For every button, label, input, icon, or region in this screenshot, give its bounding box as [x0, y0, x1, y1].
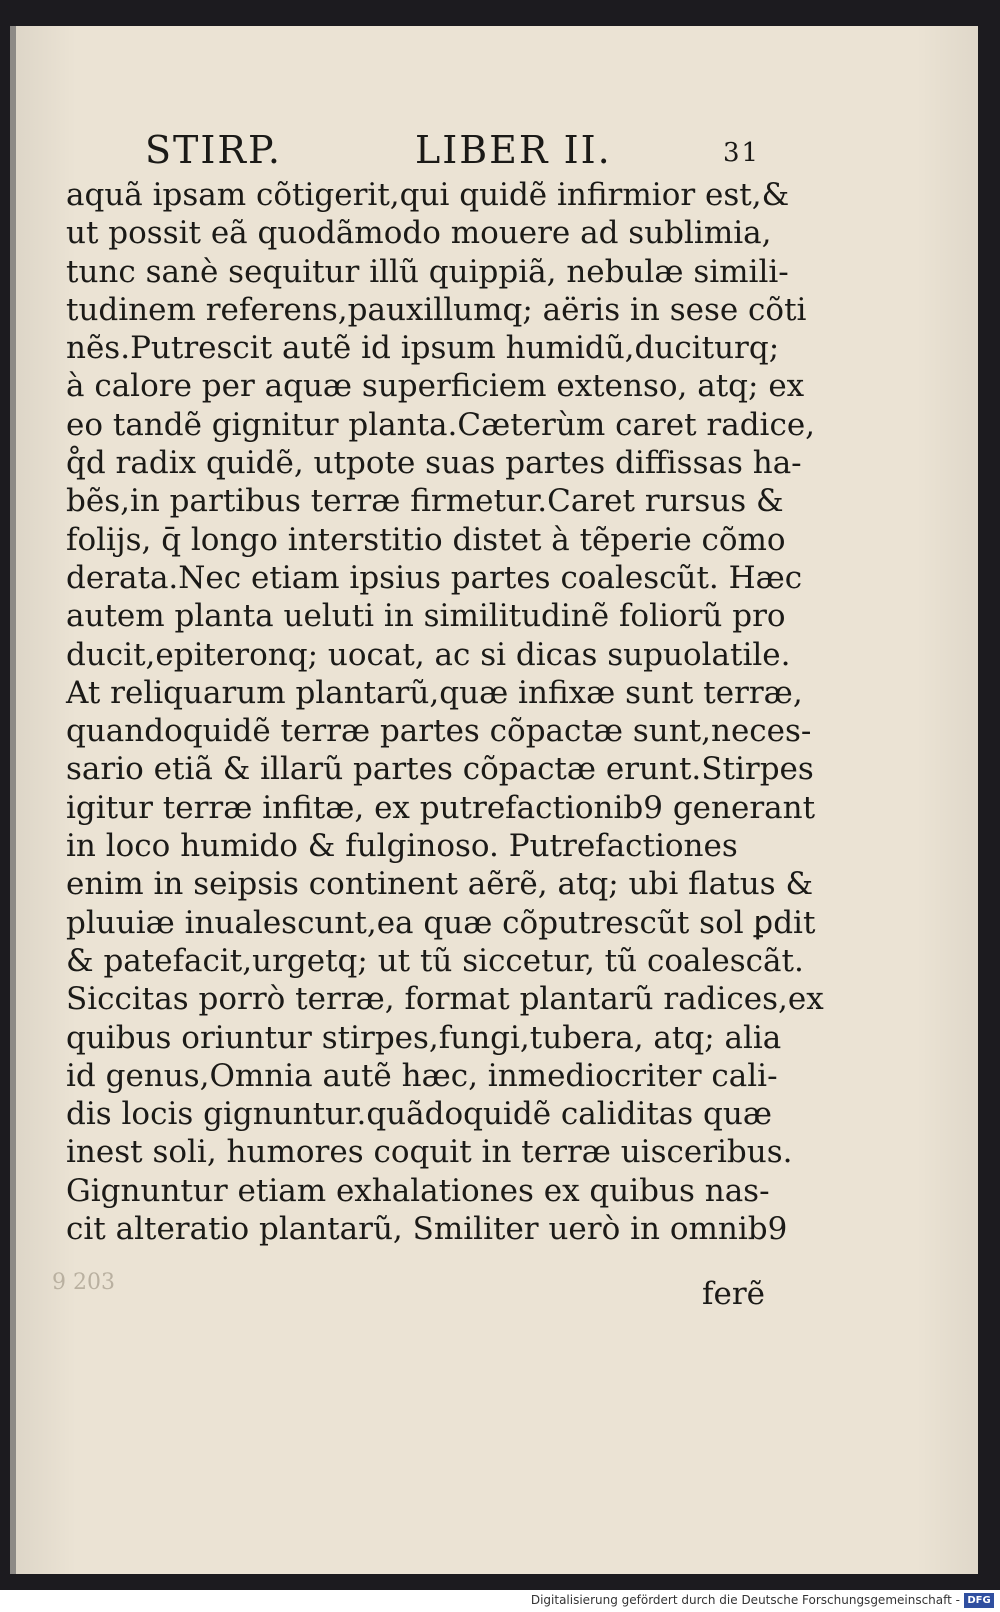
- text-line: aquã ipsam cõtigerit,qui quidẽ infirmior est,&: [66, 177, 790, 213]
- text-line: derata.Nec etiam ipsius partes coalescũt. Hæc: [66, 559, 803, 596]
- footer-bar: [0, 1590, 1000, 1612]
- body-text: [66, 176, 824, 1248]
- text-line: At reliquarum plantarũ,quæ infixæ sunt terræ,: [66, 674, 803, 711]
- text-line: pluuiæ inualescunt,ea quæ cõputrescũt sol ꝑdit: [66, 904, 816, 941]
- text-line: ut possit eã quodãmodo mouere ad sublimia,: [66, 215, 772, 252]
- running-head-center: LIBER II.: [415, 128, 612, 172]
- text-line: in loco humido & fulginoso. Putrefactiones: [66, 828, 738, 865]
- text-line: eo tandẽ gignitur planta.Cæterùm caret radice,: [66, 406, 816, 443]
- text-line: autem planta ueluti in similitudinẽ foliorũ pro: [66, 598, 786, 635]
- text-line: Siccitas porrò terræ, format plantarũ radices,ex: [66, 981, 824, 1018]
- text-line: enim in seipsis continent aẽrẽ, atq; ubi flatus &: [66, 866, 814, 903]
- running-head-left: STIRP.: [145, 128, 282, 172]
- text-line: quandoquidẽ terræ partes cõpactæ sunt,neces-: [66, 713, 812, 750]
- text-line: ducit,epiteronq; uocat, ac si dicas supuolatile.: [66, 636, 791, 673]
- text-line: quibus oriuntur stirpes,fungi,tubera, atq; alia: [66, 1019, 782, 1056]
- text-line: folijs, q̄ longo interstitio distet à tẽperie cõmo: [66, 521, 786, 558]
- catchword: ferẽ: [702, 1276, 765, 1312]
- text-line: id genus,Omnia autẽ hæc, inmediocriter cali-: [66, 1057, 778, 1094]
- text-line: Gignuntur etiam exhalationes ex quibus nas-: [66, 1172, 770, 1209]
- text-line: q̊d radix quidẽ, utpote suas partes diffissas ha-: [66, 445, 802, 482]
- text-line: inest soli, humores coquit in terræ uisceribus.: [66, 1134, 793, 1171]
- text-line: bẽs,in partibus terræ firmetur.Caret rursus &: [66, 483, 784, 520]
- text-line: & patefacit,urgetq; ut tũ siccetur, tũ coalescãt.: [66, 942, 804, 979]
- funding-credit: Digitalisierung gefördert durch die Deutsche Forschungsgemeinschaft -: [530, 1593, 960, 1607]
- margin-mark: 9 203: [52, 1270, 115, 1295]
- text-line: sario etiã & illarũ partes cõpactæ erunt.Stirpes: [66, 751, 814, 788]
- text-line: tunc sanè sequitur illũ quippiã, nebulæ simili-: [66, 253, 789, 290]
- text-line: igitur terræ infitæ, ex putrefactionib9 generant: [66, 789, 816, 826]
- text-line: cit alteratio plantarũ, Smiliter uerò in omnib9: [66, 1211, 788, 1248]
- text-line: tudinem referens,pauxillumq; aëris in sese cõti: [66, 291, 807, 328]
- text-line: dis locis gignuntur.quãdoquidẽ caliditas quæ: [66, 1096, 772, 1133]
- text-line: nẽs.Putrescit autẽ id ipsum humidũ,duciturq;: [66, 330, 780, 367]
- dfg-logo: DFG: [964, 1593, 994, 1608]
- page-number: 31: [723, 138, 761, 168]
- text-line: à calore per aquæ superficiem extenso, atq; ex: [66, 368, 805, 405]
- running-head: [145, 128, 785, 178]
